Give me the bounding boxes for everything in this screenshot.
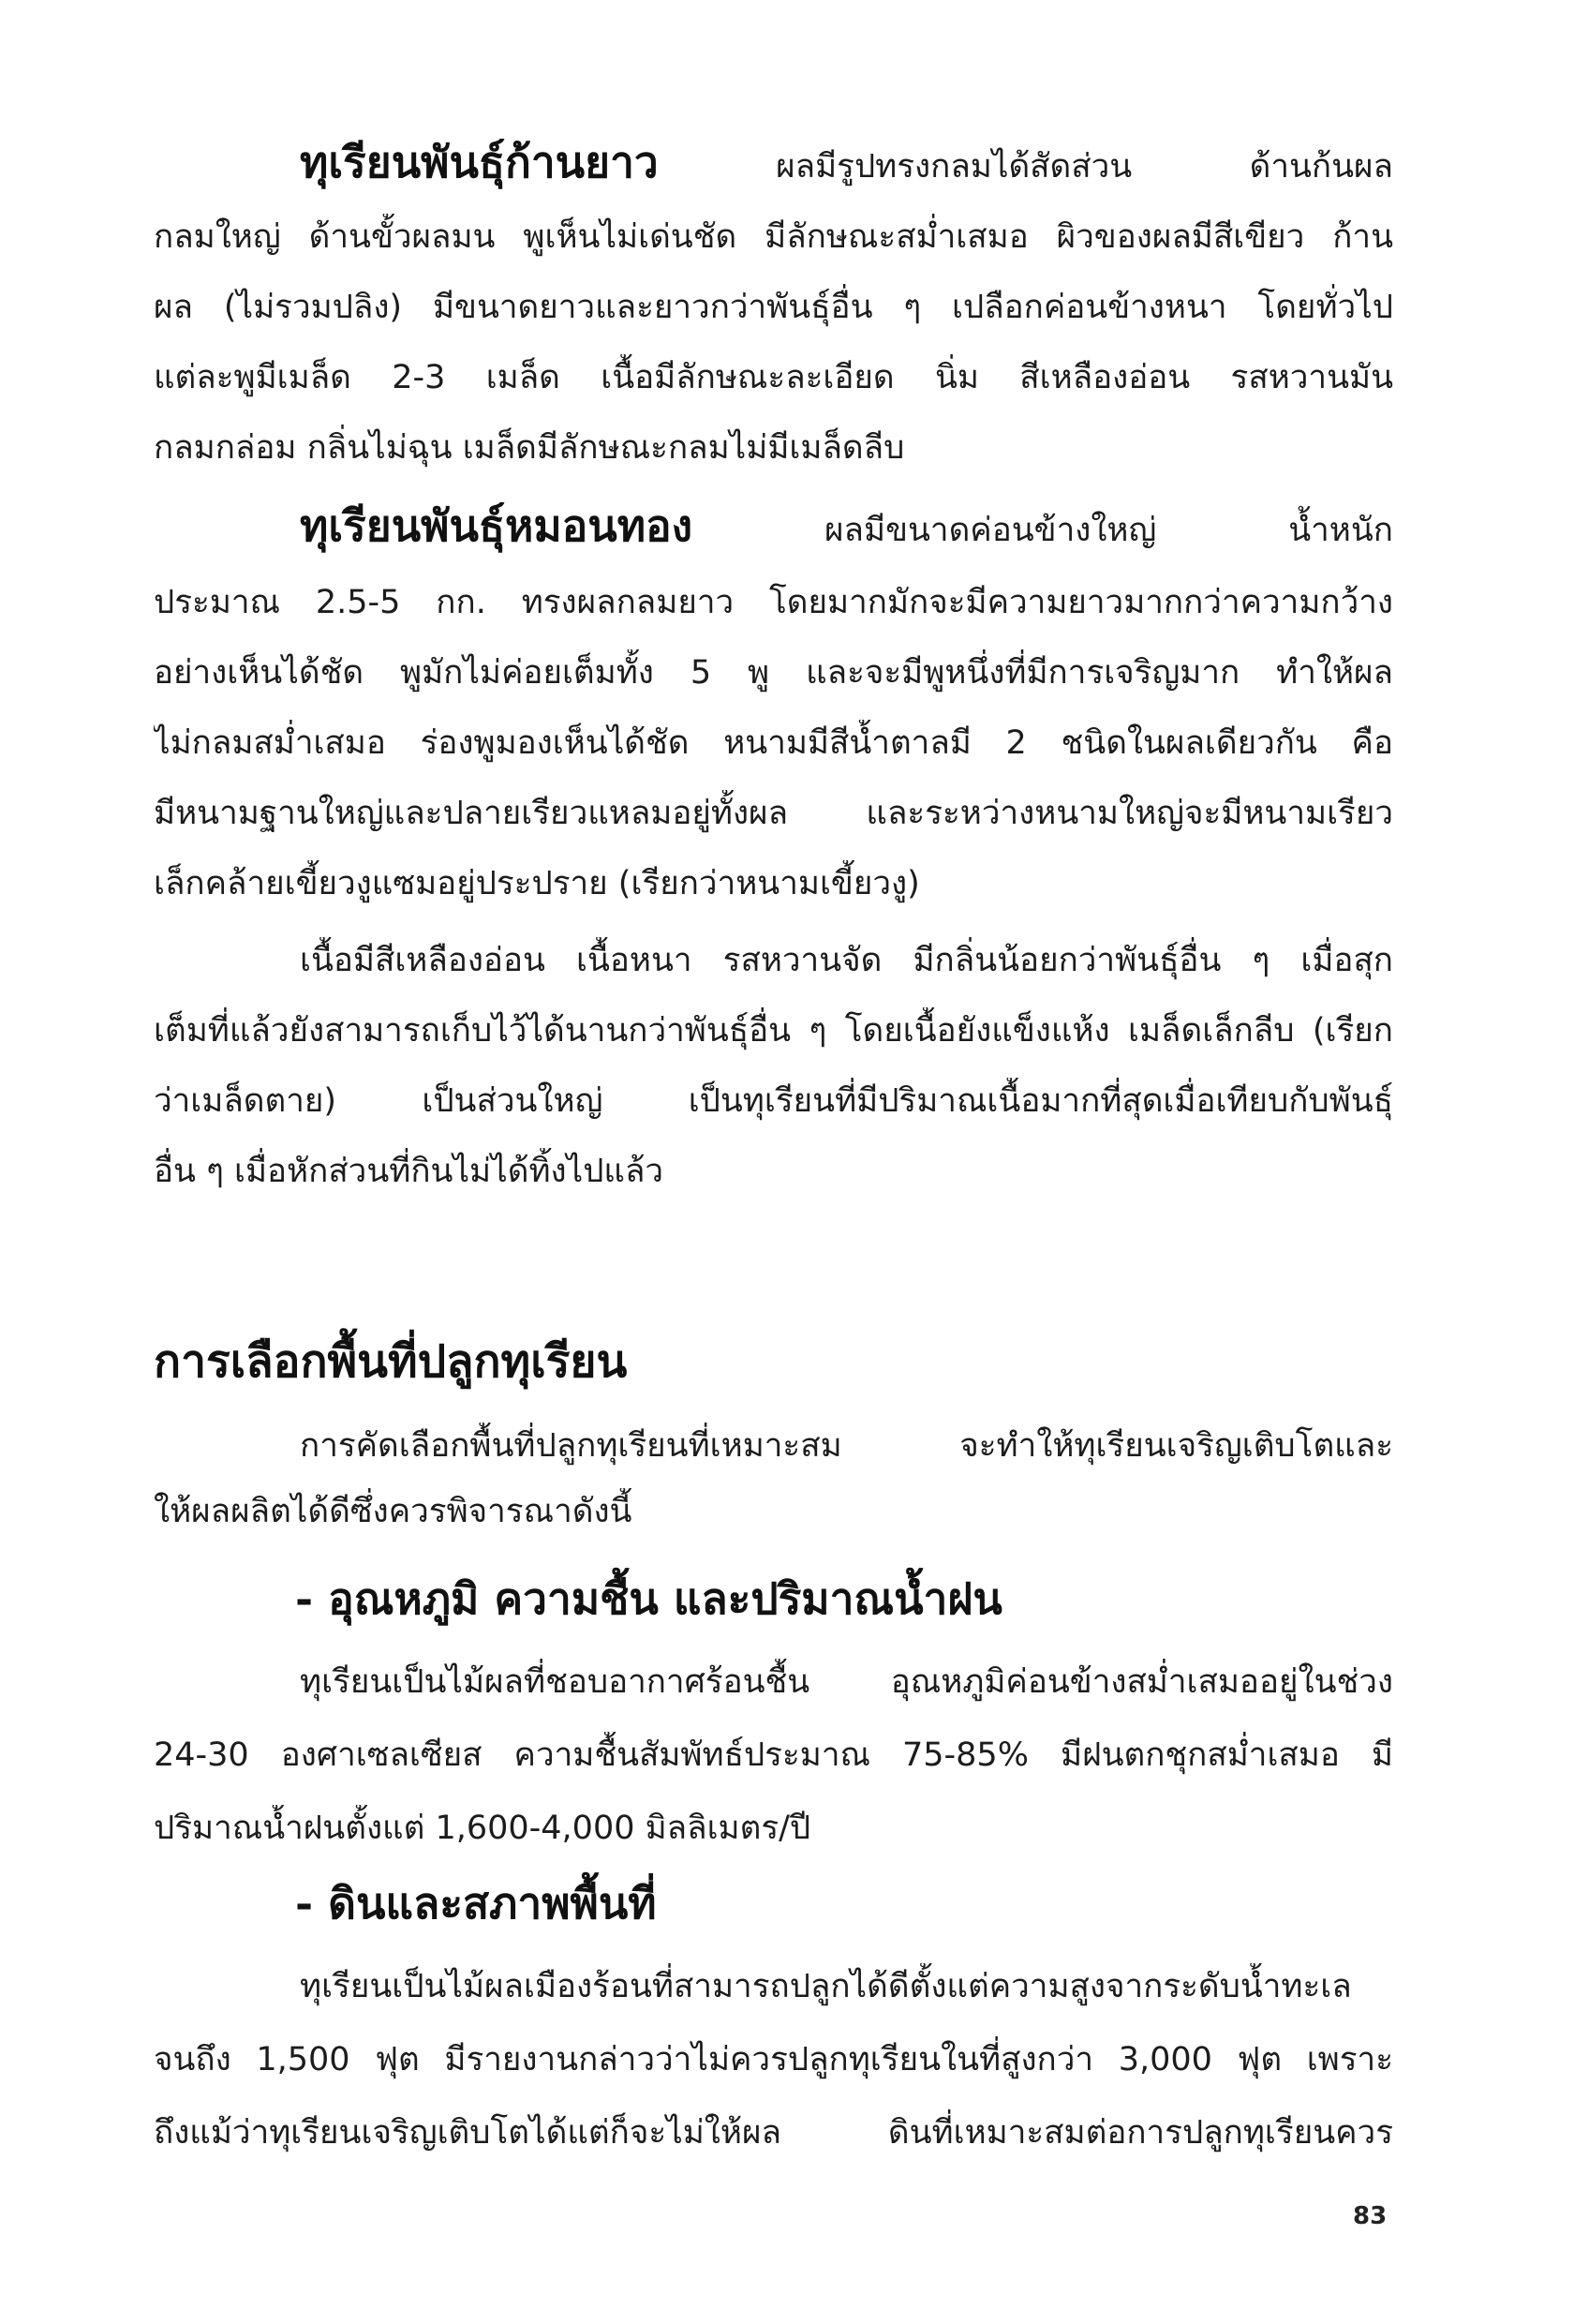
subsection-soil-line-3: ถึงแม้ว่าทุเรียนเจริญเติบโตได้แต่ก็จะไม่ให้ผล ดินที่เหมาะสมต่อการปลูกทุเรียนควร [154,2114,1393,2152]
section-intro-line-1: การคัดเลือกพื้นที่ปลูกทุเรียนที่เหมาะสม จะทำให้ทุเรียนเจริญเติบโตและ [300,1427,1393,1465]
subsection-climate-line-3: ปริมาณน้ำฝนตั้งแต่ 1,600-4,000 มิลลิเมตร/ปี [154,1810,811,1847]
paragraph-monthong-line-1 [300,502,1393,553]
variety-title-monthong: ทุเรียนพันธุ์หมอนทอง [300,502,693,551]
section-title: การเลือกพื้นที่ปลูกทุเรียน [154,1335,628,1388]
paragraph-kanyao-line-2: กลมใหญ่ ด้านขั้วผลมน พูเห็นไม่เด่นชัด มีลักษณะสม่ำเสมอ ผิวของผลมีสีเขียว ก้าน [154,218,1393,256]
paragraph-monthong-line-1-text: ผลมีขนาดค่อนข้างใหญ่ น้ำหนัก [824,512,1393,549]
subsection-soil-line-1: ทุเรียนเป็นไม้ผลเมืองร้อนที่สามารถปลูกได้ดีตั้งแต่ความสูงจากระดับน้ำทะเล [300,1968,1352,2005]
variety-title-kanyao: ทุเรียนพันธุ์ก้านยาว [300,139,659,187]
paragraph-kanyao-line-5: กลมกล่อม กลิ่นไม่ฉุน เมล็ดมีลักษณะกลมไม่มีเมล็ดลีบ [154,429,905,467]
paragraph-monthong-line-3: อย่างเห็นได้ชัด พูมักไม่ค่อยเต็มทั้ง 5 พู และจะมีพูหนึ่งที่มีการเจริญมาก ทำให้ผล [154,654,1393,692]
paragraph-kanyao-line-1-text: ผลมีรูปทรงกลมได้สัดส่วน ด้านก้นผล [776,148,1393,186]
paragraph-monthong-line-6: เล็กคล้ายเขี้ยวงูแซมอยู่ประปราย (เรียกว่าหนามเขี้ยวงู) [154,865,920,902]
paragraph-monthong-line-2: ประมาณ 2.5-5 กก. ทรงผลกลมยาว โดยมากมักจะมีความยาวมากกว่าความกว้าง [154,584,1393,621]
subsection-climate-line-2: 24-30 องศาเซลเซียส ความชื้นสัมพัทธ์ประมาณ 75-85% มีฝนตกชุกสม่ำเสมอ มี [154,1736,1393,1774]
paragraph-monthong-line-4: ไม่กลมสม่ำเสมอ ร่องพูมองเห็นได้ชัด หนามมีสีน้ำตาลมี 2 ชนิดในผลเดียวกัน คือ [154,724,1393,762]
paragraph-flesh-line-2: เต็มที่แล้วยังสามารถเก็บไว้ได้นานกว่าพันธุ์อื่น ๆ โดยเนื้อยังแข็งแห้ง เมล็ดเล็กลีบ (เรียก [154,1012,1393,1050]
subsection-soil-line-2: จนถึง 1,500 ฟุต มีรายงานกล่าวว่าไม่ควรปลูกทุเรียนในที่สูงกว่า 3,000 ฟุต เพราะ [154,2041,1393,2078]
subsection-soil-title: - ดินและสภาพพื้นที่ [295,1878,657,1929]
page-number: 83 [1353,2202,1388,2230]
paragraph-flesh-line-3: ว่าเมล็ดตาย) เป็นส่วนใหญ่ เป็นทุเรียนที่มีปริมาณเนื้อมากที่สุดเมื่อเทียบกับพันธุ์ [154,1082,1393,1120]
paragraph-kanyao-line-1 [300,139,1393,189]
paragraph-monthong-line-5: มีหนามฐานใหญ่และปลายเรียวแหลมอยู่ทั้งผล และระหว่างหนามใหญ่จะมีหนามเรียว [154,795,1393,832]
subsection-climate-line-1: ทุเรียนเป็นไม้ผลที่ชอบอากาศร้อนชื้น อุณหภูมิค่อนข้างสม่ำเสมออยู่ในช่วง [300,1663,1393,1701]
paragraph-kanyao-line-3: ผล (ไม่รวมปลิง) มีขนาดยาวและยาวกว่าพันธุ์อื่น ๆ เปลือกค่อนข้างหนา โดยทั่วไป [154,289,1393,326]
subsection-climate-title: - อุณหภูมิ ความชื้น และปริมาณน้ำฝน [295,1573,1002,1624]
paragraph-kanyao-line-4: แต่ละพูมีเมล็ด 2-3 เมล็ด เนื้อมีลักษณะละเอียด นิ่ม สีเหลืองอ่อน รสหวานมัน [154,359,1393,396]
paragraph-flesh-line-1: เนื้อมีสีเหลืองอ่อน เนื้อหนา รสหวานจัด มีกลิ่นน้อยกว่าพันธุ์อื่น ๆ เมื่อสุก [300,942,1393,979]
section-intro-line-2: ให้ผลผลิตได้ดีซึ่งควรพิจารณาดังนี้ [154,1493,632,1530]
paragraph-flesh-line-4: อื่น ๆ เมื่อหักส่วนที่กินไม่ได้ทิ้งไปแล้ว [154,1153,664,1190]
